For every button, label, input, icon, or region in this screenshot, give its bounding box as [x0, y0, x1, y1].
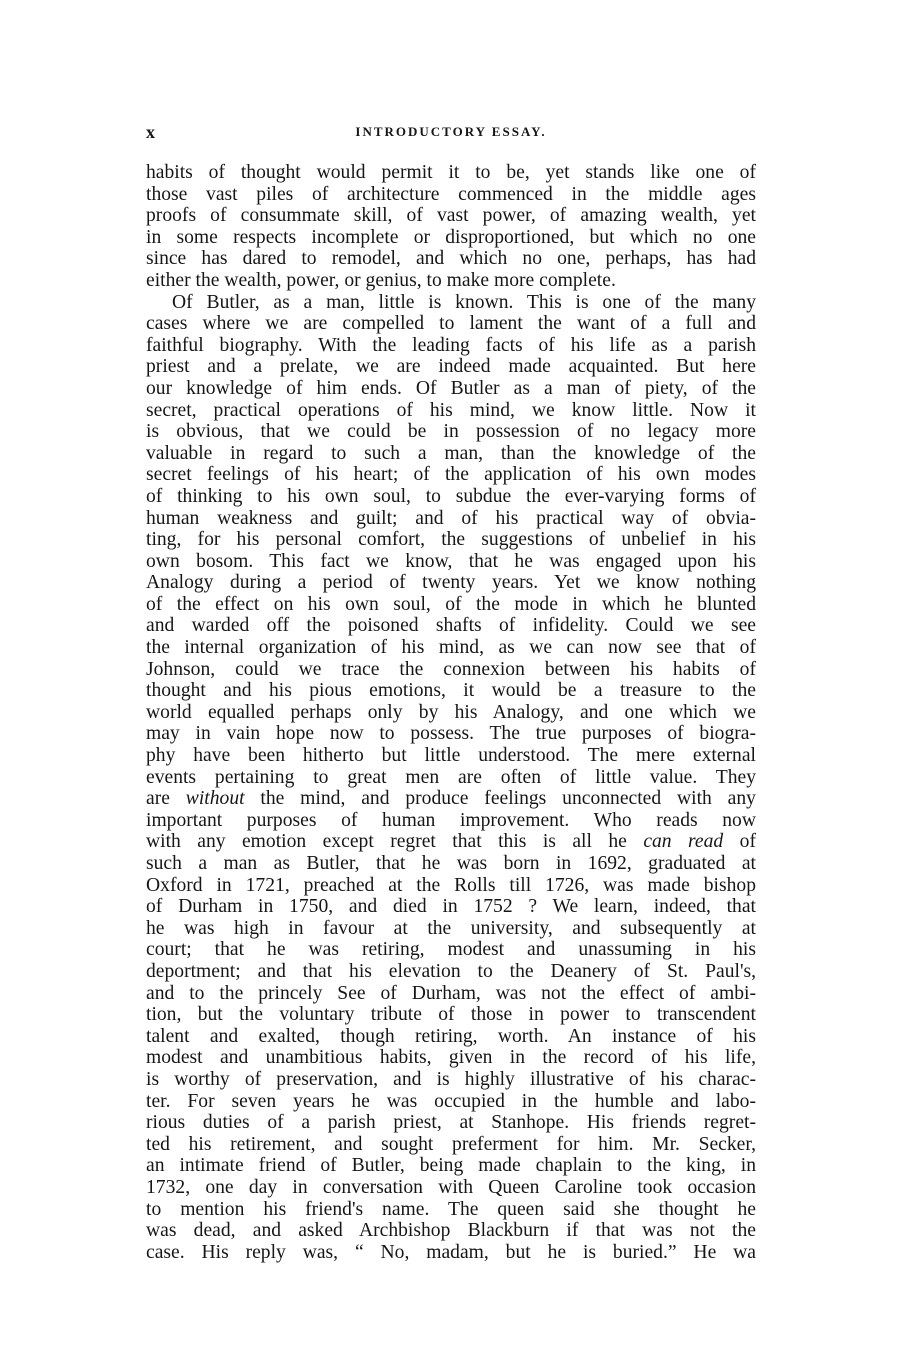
text-line: priest and a prelate, we are indeed made acquainted. But here — [146, 356, 756, 378]
text-line: modest and unambitious habits, given in the record of his life, — [146, 1047, 756, 1069]
text-line: important purposes of human improvement. Who reads now — [146, 809, 756, 831]
text-line: and warded off the poisoned shafts of infidelity. Could we see — [146, 615, 756, 637]
text-line: those vast piles of architecture commenced in the middle ages — [146, 183, 756, 205]
text-line: own bosom. This fact we know, that he was engaged upon his — [146, 550, 756, 572]
page-number: x — [146, 122, 155, 142]
text-line: events pertaining to great men are often of little value. They — [146, 766, 756, 788]
text-line: phy have been hitherto but little understood. The mere external — [146, 745, 756, 767]
italic-word: can read — [643, 831, 724, 853]
body-text — [146, 162, 756, 1263]
text-line: Oxford in 1721, preached at the Rolls till 1726, was made bishop — [146, 874, 756, 896]
text-line: ter. For seven years he was occupied in the humble and labo- — [146, 1090, 756, 1112]
text-line: cases where we are compelled to lament the want of a full and — [146, 313, 756, 335]
text-line: Johnson, could we trace the connexion between his habits of — [146, 658, 756, 680]
text-line: Analogy during a period of twenty years. Yet we know nothing — [146, 572, 756, 594]
text-line: either the wealth, power, or genius, to make more complete. — [146, 269, 616, 291]
text-segment: with any emotion except regret that this is all he — [146, 831, 627, 853]
text-line: secret feelings of his heart; of the application of his own modes — [146, 464, 756, 486]
text-line: Of Butler, as a man, little is known. This is one of the many — [172, 291, 756, 313]
text-line: proofs of consummate skill, of vast power, of amazing wealth, yet — [146, 205, 756, 227]
text-line: ting, for his personal comfort, the suggestions of unbelief in his — [146, 529, 756, 551]
text-line: deportment; and that his elevation to the Deanery of St. Paul's, — [146, 960, 756, 982]
text-segment: are — [146, 788, 170, 810]
text-line: faithful biography. With the leading facts of his life as a parish — [146, 334, 756, 356]
text-line: is obvious, that we could be in possession of no legacy more — [146, 421, 756, 443]
text-line: case. His reply was, “ No, madam, but he is buried.” He wa — [146, 1241, 756, 1263]
text-line-with-italic — [146, 788, 756, 810]
text-line: world equalled perhaps only by his Analogy, and one which we — [146, 701, 756, 723]
text-line: ted his retirement, and sought preferment for him. Mr. Secker, — [146, 1133, 756, 1155]
text-line: he was high in favour at the university, and subsequently at — [146, 917, 756, 939]
text-line: in some respects incomplete or disproportioned, but which no one — [146, 226, 756, 248]
italic-word: without — [185, 788, 245, 810]
text-line: valuable in regard to such a man, than the knowledge of the — [146, 442, 756, 464]
text-line: human weakness and guilt; and of his practical way of obvia- — [146, 507, 756, 529]
text-line: is worthy of preservation, and is highly illustrative of his charac- — [146, 1068, 756, 1090]
text-line: to mention his friend's name. The queen said she thought he — [146, 1198, 756, 1220]
text-line: our knowledge of him ends. Of Butler as a man of piety, of the — [146, 377, 756, 399]
text-line: tion, but the voluntary tribute of those in power to transcendent — [146, 1004, 756, 1026]
text-segment: of — [739, 831, 756, 853]
text-line: the internal organization of his mind, as we can now see that of — [146, 637, 756, 659]
text-line: since has dared to remodel, and which no one, perhaps, has had — [146, 248, 756, 270]
text-line: and to the princely See of Durham, was not the effect of ambi- — [146, 982, 756, 1004]
text-line: rious duties of a parish priest, at Stanhope. His friends regret- — [146, 1112, 756, 1134]
text-line: thought and his pious emotions, it would be a treasure to the — [146, 680, 756, 702]
text-line: of the effect on his own soul, of the mode in which he blunted — [146, 593, 756, 615]
text-line: 1732, one day in conversation with Queen Caroline took occasion — [146, 1176, 756, 1198]
running-title: INTRODUCTORY ESSAY. — [355, 124, 547, 139]
text-line: secret, practical operations of his mind, we know little. Now it — [146, 399, 756, 421]
text-line: such a man as Butler, that he was born in 1692, graduated at — [146, 853, 756, 874]
text-line-with-italic — [146, 831, 756, 853]
text-line: habits of thought would permit it to be, yet stands like one of — [146, 162, 756, 183]
text-segment: the mind, and produce feelings unconnected with any — [260, 788, 756, 810]
text-line: court; that he was retiring, modest and unassuming in his — [146, 939, 756, 961]
text-line: may in vain hope now to possess. The true purposes of biogra- — [146, 723, 756, 745]
text-line: of Durham in 1750, and died in 1752 ? We learn, indeed, that — [146, 896, 756, 918]
text-line: was dead, and asked Archbishop Blackburn if that was not the — [146, 1220, 756, 1242]
page-header — [146, 121, 756, 143]
text-line: talent and exalted, though retiring, worth. An instance of his — [146, 1025, 756, 1047]
text-line: an intimate friend of Butler, being made chaplain to the king, in — [146, 1155, 756, 1177]
text-line: of thinking to his own soul, to subdue the ever-varying forms of — [146, 485, 756, 507]
